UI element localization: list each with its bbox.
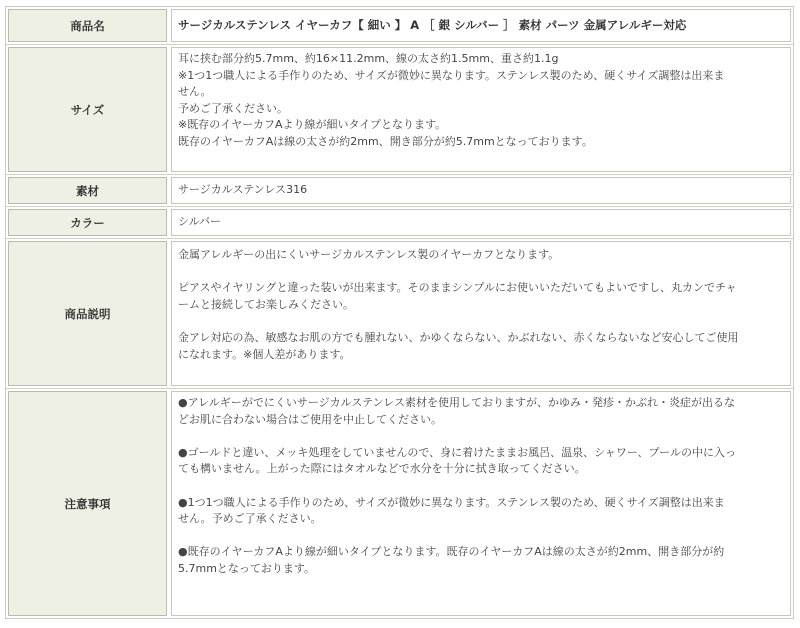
- description-line: ームと接続してお楽しみください。: [178, 297, 354, 311]
- header-color: カラー: [8, 209, 167, 236]
- caution-line: ●1つ1つ職人による手作りのため、サイズが微妙に異なります。ステンレス製のため、硬くサイズ調整は出来ま: [178, 495, 725, 509]
- description-spacer: [178, 313, 784, 330]
- size-line: せん。: [178, 85, 212, 99]
- caution-spacer: [178, 428, 784, 445]
- row-product-name: [6, 7, 793, 45]
- row-color: [6, 207, 793, 239]
- description-line: になれます。※個人差があります。: [178, 347, 351, 361]
- size-line: 既存のイヤーカフAは線の太さが約2mm、開き部分が約5.7mmとなっております。: [178, 134, 593, 148]
- header-description: 商品説明: [8, 241, 167, 386]
- caution-spacer: [178, 478, 784, 495]
- product-spec-table: [5, 6, 794, 619]
- material-value: サージカルステンレス316: [171, 177, 791, 204]
- description-value: [171, 241, 791, 386]
- product-name-value: サージカルステンレス イヤーカフ【 細い 】 A ［ 銀 シルバー ］ 素材 パーツ 金属アレルギー対応: [171, 9, 791, 42]
- row-size: [6, 45, 793, 175]
- row-material: [6, 175, 793, 207]
- row-description: [6, 239, 793, 389]
- caution-line: どお肌に合わない場合はご使用を中止してください。: [178, 412, 442, 426]
- description-line: 金アレ対応の為、敏感なお肌の方でも腫れない、かゆくならない、かぶれない、赤くならないなど安心してご使用: [178, 330, 739, 344]
- size-line: ※1つ1つ職人による手作りのため、サイズが微妙に異なります。ステンレス製のため、硬くサイズ調整は出来ま: [178, 68, 725, 82]
- header-caution: 注意事項: [8, 391, 167, 616]
- size-value: [171, 47, 791, 172]
- caution-line: 5.7mmとなっております。: [178, 561, 316, 575]
- caution-line: せん。予めご了承ください。: [178, 512, 322, 526]
- color-value: シルバー: [171, 209, 791, 236]
- description-line: ピアスやイヤリングと違った装いが出来ます。そのままシンプルにお使いいただいてもよいですし、丸カンでチャ: [178, 281, 737, 295]
- caution-line: ●ゴールドと違い、メッキ処理をしていませんので、身に着けたままお風呂、温泉、シャワー、プールの中に入っ: [178, 445, 736, 459]
- caution-spacer: [178, 528, 784, 545]
- caution-line: ●アレルギーがでにくいサージカルステンレス素材を使用しておりますが、かゆみ・発疹・かぶれ・炎症が出るな: [178, 396, 735, 409]
- description-line: 金属アレルギーの出にくいサージカルステンレス製のイヤーカフとなります。: [178, 248, 560, 261]
- description-spacer: [178, 264, 784, 281]
- header-material: 素材: [8, 177, 167, 204]
- header-product-name: 商品名: [8, 9, 167, 42]
- row-caution: [6, 389, 793, 618]
- size-line: 予めご了承ください。: [178, 101, 288, 115]
- caution-value: [171, 391, 791, 616]
- size-line: ※既存のイヤーカフAより線が細いタイプとなります。: [178, 118, 447, 132]
- header-size: サイズ: [8, 47, 167, 172]
- caution-line: ても構いません。上がった際にはタオルなどで水分を十分に拭き取ってください。: [178, 462, 586, 476]
- size-line: 耳に挟む部分約5.7mm、約16×11.2mm、線の太さ約1.5mm、重さ約1.1g: [178, 52, 559, 65]
- caution-line: ●既存のイヤーカフAより線が細いタイプとなります。既存のイヤーカフAは線の太さが約2mm、開き部分が約: [178, 545, 725, 559]
